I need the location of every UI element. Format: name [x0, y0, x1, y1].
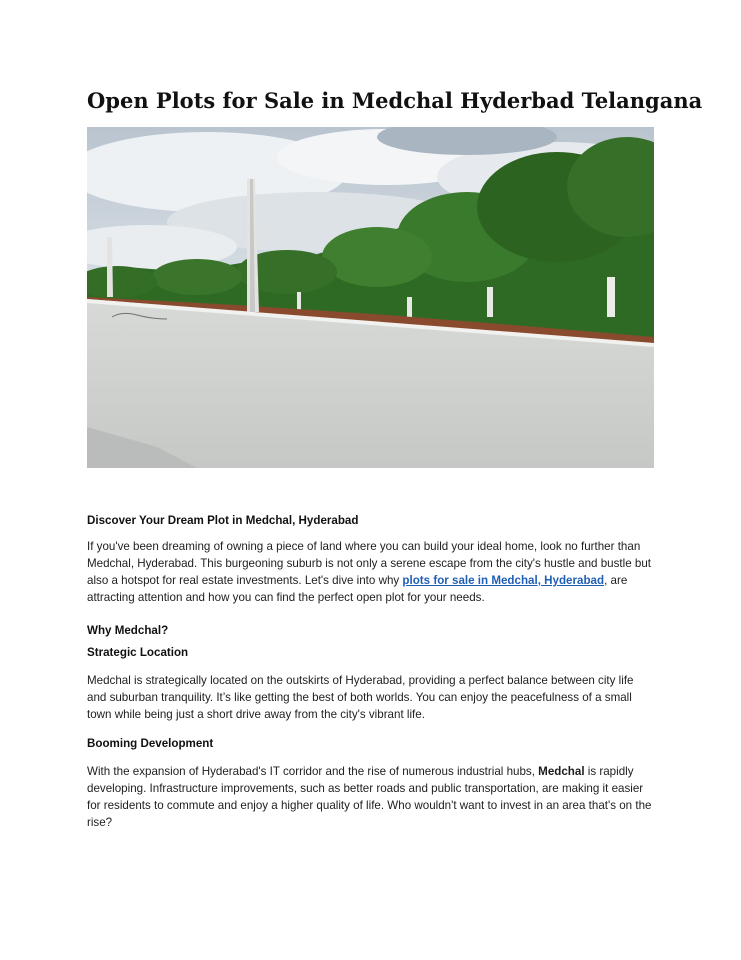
medchal-bold: Medchal: [538, 765, 585, 778]
booming-development-heading: Booming Development: [87, 737, 214, 750]
intro-heading: Discover Your Dream Plot in Medchal, Hyderabad: [87, 514, 359, 527]
hero-photo: [87, 127, 654, 468]
plots-for-sale-link[interactable]: plots for sale in Medchal, Hyderabad: [402, 574, 605, 587]
strategic-location-heading: Strategic Location: [87, 646, 189, 659]
why-medchal-heading: Why Medchal?: [87, 624, 169, 637]
booming-text-start: With the expansion of Hyderabad's IT corridor and the rise of numerous industrial hubs,: [87, 765, 539, 778]
booming-development-paragraph: [87, 763, 653, 831]
strategic-location-paragraph: Medchal is strategically located on the outskirts of Hyderabad, providing a perfect balance between city life and suburban tranquility. It’s like getting the best of both worlds. You can enjoy the peacefulness of a small town while being just a short drive away from the city's vibrant life.: [87, 674, 634, 721]
intro-text-start: If you've been dreaming of owning a piece of land where you can build your ideal home, look no further than Medchal, Hyderabad. This burgeoning suburb is not only a serene escape from the city's hustle and bustle but also a hotspot for real estate investments. Let's dive into why: [87, 540, 651, 587]
booming-text-end: is rapidly developing. Infrastructure improvements, such as better roads and public transportation, are making it easier for residents to commute and enjoy a higher quality of life. Who wouldn't want to invest in an area that's on the rise?: [87, 765, 652, 829]
page-title: Open Plots for Sale in Medchal Hyderbad Telangana: [87, 88, 703, 113]
intro-text-end: , are attracting attention and how you can find the perfect open plot for your needs.: [87, 574, 628, 604]
intro-paragraph: [87, 538, 653, 606]
